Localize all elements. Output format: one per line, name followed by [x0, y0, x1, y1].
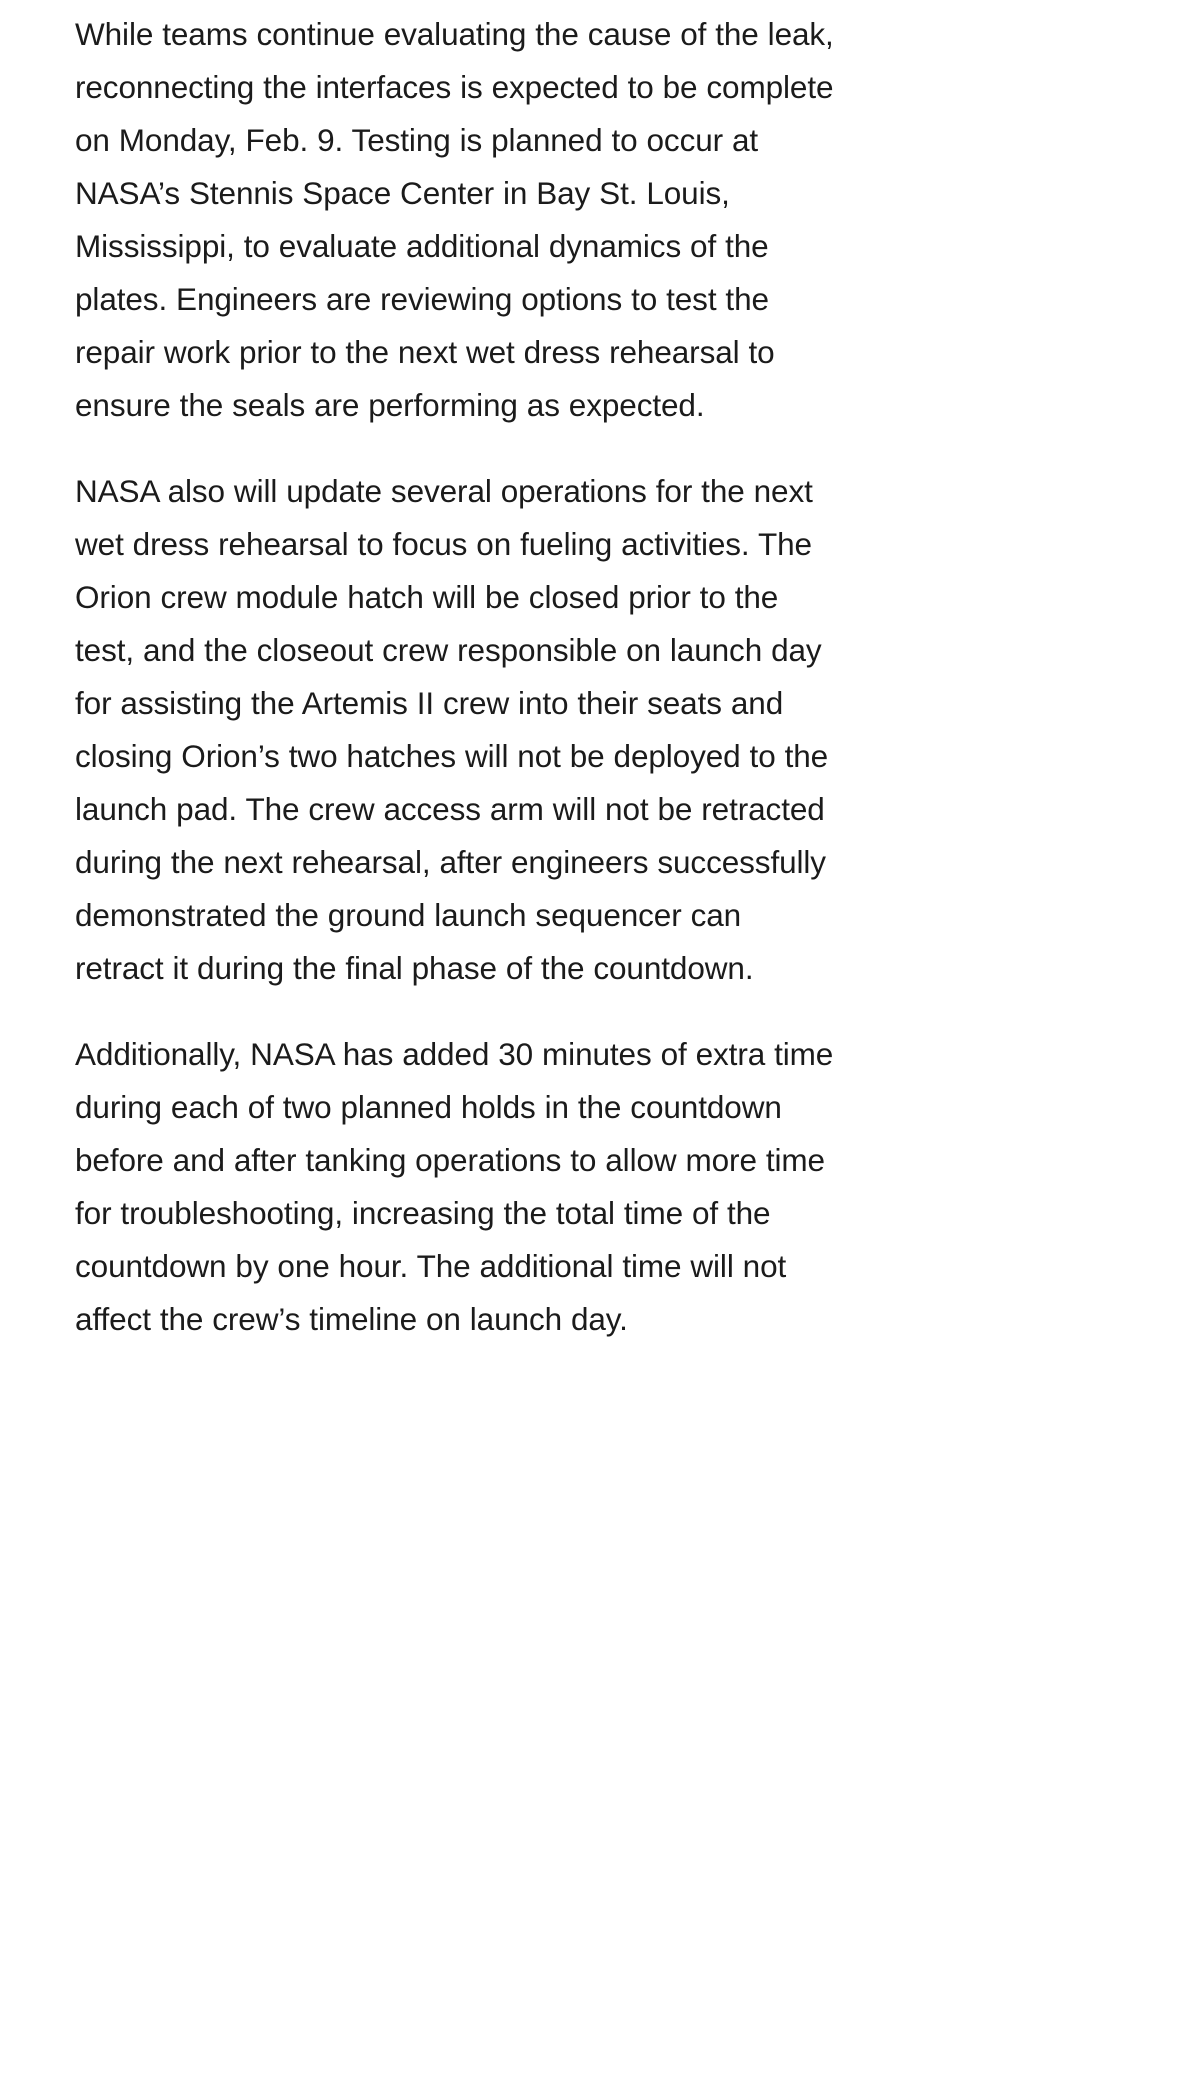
- article-body: [75, 0, 837, 1346]
- article-paragraph: Additionally, NASA has added 30 minutes of extra time during each of two planned holds in the countdown before and after tanking operations to allow more time for troubleshooting, increasing the total time of the countdown by one hour. The additional time will not affect the crew’s timeline on launch day.: [75, 1036, 834, 1337]
- article-paragraph: NASA also will update several operations for the next wet dress rehearsal to focus on fueling activities. The Orion crew module hatch will be closed prior to the test, and the closeout crew responsible on launch day for assisting the Artemis II crew into their seats and closing Orion’s two hatches will not be deployed to the launch pad. The crew access arm will not be retracted during the next rehearsal, after engineers successfully demonstrated the ground launch sequencer can retract it during the final phase of the countdown.: [75, 473, 829, 986]
- article-paragraph: While teams continue evaluating the cause of the leak, reconnecting the interfaces is expected to be complete on Monday, Feb. 9. Testing is planned to occur at NASA’s Stennis Space Center in Bay St. Louis, Mississippi, to evaluate additional dynamics of the plates. Engineers are reviewing options to test the repair work prior to the next wet dress rehearsal to ensure the seals are performing as expected.: [75, 16, 834, 423]
